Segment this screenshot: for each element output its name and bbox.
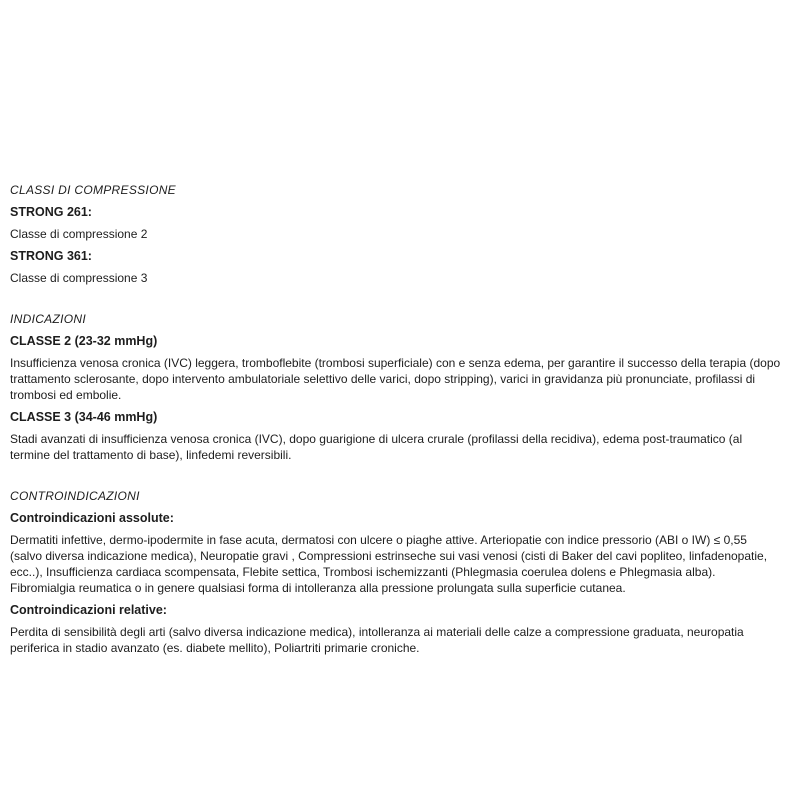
section-title-indicazioni: INDICAZIONI (10, 312, 86, 326)
heading-strong-261: STRONG 261: (10, 205, 92, 219)
text-strong-261: Classe di compressione 2 (10, 227, 148, 241)
text-controindicazioni-assolute: Dermatiti infettive, dermo-ipodermite in fase acuta, dermatosi con ulcere o piaghe attive. Arteriopatie con indice pressorio (ABI o IW) ≤ 0,55 (salvo diversa indicazione medica), Neuropatie gravi , Compressioni estrinseche sui vasi venosi (cisti di Baker del cavi popliteo, linfadenopatie, ecc..), Insufficienza cardiaca scompensata, Flebite settica, Trombosi ischemizzanti (Phlegmasia coerulea dolens e Phlegmasia alba). Fibromialgia reumatica o in genere qualsiasi forma di intolleranza alla pressione prolungata sulla superficie cutanea. (10, 533, 768, 595)
section-indicazioni (10, 311, 782, 463)
text-classe-2: Insufficienza venosa cronica (IVC) leggera, tromboflebite (trombosi superficiale) con e senza edema, per garantire il successo della terapia (dopo trattamento sclerosante, dopo intervento ambulatoriale selettivo delle varici, dopo stripping), varici in gravidanza più pronunciate, profilassi di trombosi ed embolie. (10, 356, 781, 402)
section-title-classi-di-compressione: CLASSI DI COMPRESSIONE (10, 183, 176, 197)
text-controindicazioni-relative: Perdita di sensibilità degli arti (salvo diversa indicazione medica), intolleranza ai materiali delle calze a compressione graduata, neuropatia periferica in stadio avanzato (es. diabete mellito), Poliartriti primarie croniche. (10, 625, 744, 655)
heading-classe-2: CLASSE 2 (23-32 mmHg) (10, 334, 158, 348)
section-controindicazioni (10, 488, 782, 656)
section-classi-di-compressione (10, 182, 782, 286)
heading-controindicazioni-assolute: Controindicazioni assolute: (10, 511, 174, 525)
heading-classe-3: CLASSE 3 (34-46 mmHg) (10, 410, 158, 424)
section-title-controindicazioni: CONTROINDICAZIONI (10, 489, 140, 503)
heading-strong-361: STRONG 361: (10, 249, 92, 263)
text-strong-361: Classe di compressione 3 (10, 271, 148, 285)
heading-controindicazioni-relative: Controindicazioni relative: (10, 603, 167, 617)
text-classe-3: Stadi avanzati di insufficienza venosa cronica (IVC), dopo guarigione di ulcera crurale (profilassi della recidiva), edema post-traumatico (al termine del trattamento di base), linfedemi reversibili. (10, 432, 743, 462)
